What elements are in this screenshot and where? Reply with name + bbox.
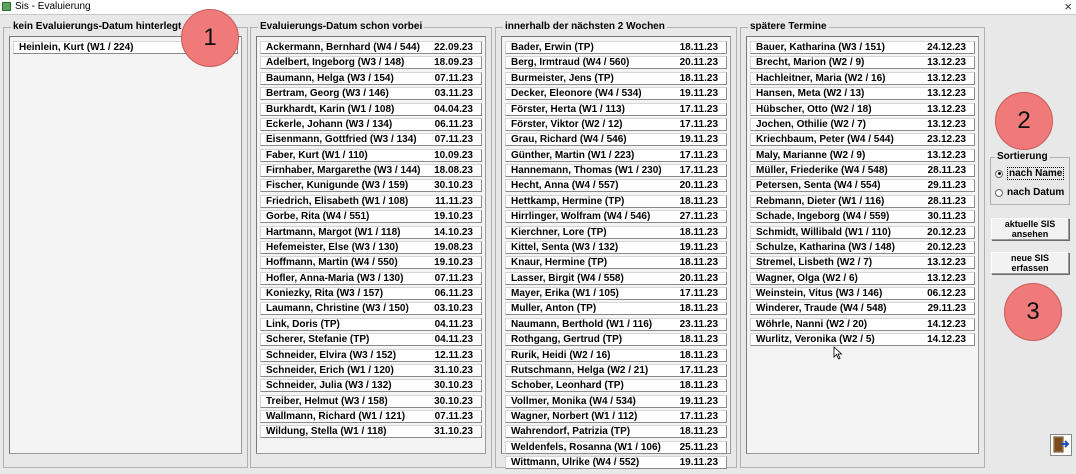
resident-name: Eisenmann, Gottfried (W3 / 134) xyxy=(266,134,417,146)
resident-name: Bauer, Katharina (W3 / 151) xyxy=(756,42,885,53)
evaluation-date: 18.11.23 xyxy=(679,303,718,315)
group-later xyxy=(740,21,985,468)
evaluation-date: 19.11.23 xyxy=(679,134,718,146)
evaluation-date: 17.11.23 xyxy=(679,103,718,115)
evaluation-date: 13.12.23 xyxy=(927,72,966,84)
resident-name: Wildung, Stella (W1 / 118) xyxy=(266,426,387,438)
evaluation-date: 18.09.23 xyxy=(434,57,473,69)
mouse-cursor-icon xyxy=(833,346,843,360)
evaluation-date: 04.11.23 xyxy=(434,318,473,330)
list-item[interactable] xyxy=(505,302,727,315)
list-item[interactable] xyxy=(260,302,482,315)
resident-name: Link, Doris (TP) xyxy=(266,318,340,330)
resident-name: Wagner, Norbert (W1 / 112) xyxy=(511,411,638,422)
evaluation-date: 14.10.23 xyxy=(434,226,473,238)
list-item[interactable] xyxy=(260,379,482,392)
resident-name: Burmeister, Jens (TP) xyxy=(511,72,614,84)
resident-name: Kittel, Senta (W3 / 132) xyxy=(511,241,619,253)
evaluation-date: 03.11.23 xyxy=(434,88,473,100)
list-item[interactable] xyxy=(505,103,727,116)
app-icon xyxy=(2,2,11,11)
resident-name: Wagner, Olga (W2 / 6) xyxy=(756,272,858,284)
evaluation-date: 20.12.23 xyxy=(927,241,966,253)
resident-name: Rebmann, Dieter (W1 / 116) xyxy=(756,195,885,207)
resident-name: Hansen, Meta (W2 / 13) xyxy=(756,88,865,100)
evaluation-date: 13.12.23 xyxy=(927,257,966,269)
evaluation-date: 11.11.23 xyxy=(435,195,473,207)
resident-name: Winderer, Traude (W4 / 548) xyxy=(756,303,887,315)
resident-name: Rurik, Heidi (W2 / 16) xyxy=(511,349,611,361)
list-item[interactable] xyxy=(505,287,727,300)
resident-name: Muller, Anton (TP) xyxy=(511,303,597,315)
list-item[interactable] xyxy=(260,287,482,300)
list-item[interactable] xyxy=(260,164,482,177)
group-label: innerhalb der nächsten 2 Wochen xyxy=(505,21,665,32)
list-item[interactable] xyxy=(505,272,727,285)
group-label: Evaluierungs-Datum schon vorbei xyxy=(260,21,423,32)
list-item[interactable] xyxy=(260,333,482,346)
evaluation-date: 18.11.23 xyxy=(679,257,718,269)
evaluation-date: 19.11.23 xyxy=(679,457,718,469)
evaluation-date: 04.04.23 xyxy=(434,103,473,115)
list-item[interactable] xyxy=(750,118,975,131)
annotation-marker-3: 3 xyxy=(1004,283,1062,341)
evaluation-date: 07.11.23 xyxy=(434,72,473,84)
resident-name: Lasser, Birgit (W4 / 558) xyxy=(511,272,624,284)
list-item[interactable] xyxy=(260,118,482,131)
list-item[interactable] xyxy=(505,256,727,269)
list-item[interactable] xyxy=(505,395,727,408)
resident-name: Laumann, Christine (W3 / 150) xyxy=(266,303,409,315)
evaluation-date: 19.11.23 xyxy=(679,241,718,253)
list-item[interactable] xyxy=(750,333,975,346)
evaluation-date: 19.10.23 xyxy=(434,211,473,223)
list-item[interactable] xyxy=(260,72,482,85)
evaluation-date: 03.10.23 xyxy=(434,303,473,315)
list-item[interactable] xyxy=(505,379,727,392)
list-item[interactable] xyxy=(505,318,727,331)
list-item[interactable] xyxy=(260,425,482,438)
resident-name: Schneider, Erich (W1 / 120) xyxy=(266,364,394,376)
evaluation-date: 31.10.23 xyxy=(434,364,473,376)
evaluation-date: 20.11.23 xyxy=(679,57,718,69)
resident-name: Wahrendorf, Patrizia (TP) xyxy=(511,426,631,438)
list-item[interactable] xyxy=(260,103,482,116)
resident-name: Koniezky, Rita (W3 / 157) xyxy=(266,288,384,299)
evaluation-date: 31.10.23 xyxy=(434,426,473,438)
group-overdue xyxy=(250,21,492,468)
resident-name: Wöhrle, Nanni (W2 / 20) xyxy=(756,318,868,330)
group-label: kein Evaluierungs-Datum hinterlegt xyxy=(13,21,182,32)
list-item[interactable] xyxy=(505,72,727,85)
resident-name: Firnhaber, Margarethe (W3 / 144) xyxy=(266,165,421,176)
list-item[interactable] xyxy=(750,133,975,146)
list-item[interactable] xyxy=(750,56,975,69)
annotation-marker-2: 2 xyxy=(995,92,1053,150)
list-item[interactable] xyxy=(505,410,727,423)
resident-name: Schober, Leonhard (TP) xyxy=(511,380,624,392)
list-item[interactable] xyxy=(260,195,482,208)
resident-name: Bertram, Georg (W3 / 146) xyxy=(266,88,389,100)
resident-name: Förster, Viktor (W2 / 12) xyxy=(511,118,623,130)
evaluation-date: 23.12.23 xyxy=(927,134,966,146)
list-no-date[interactable] xyxy=(9,36,242,454)
evaluation-date: 18.11.23 xyxy=(679,72,718,84)
evaluation-date: 19.10.23 xyxy=(434,257,473,269)
resident-name: Friedrich, Elisabeth (W1 / 108) xyxy=(266,195,409,207)
list-item[interactable] xyxy=(260,395,482,408)
resident-name: Hübscher, Otto (W2 / 18) xyxy=(756,103,872,115)
exit-door-icon xyxy=(1051,435,1071,455)
group-label: spätere Termine xyxy=(750,21,827,32)
list-item[interactable] xyxy=(505,164,727,177)
resident-name: Mayer, Erika (W1 / 105) xyxy=(511,288,619,299)
list-item[interactable] xyxy=(750,149,975,162)
list-item[interactable] xyxy=(505,195,727,208)
evaluation-date: 22.09.23 xyxy=(434,42,473,53)
resident-name: Hachleitner, Maria (W2 / 16) xyxy=(756,72,886,84)
list-item[interactable] xyxy=(505,333,727,346)
window-title: Sis - Evaluierung xyxy=(15,1,91,12)
list-item[interactable] xyxy=(505,87,727,100)
resident-name: Scherer, Stefanie (TP) xyxy=(266,334,370,346)
list-item[interactable] xyxy=(750,87,975,100)
evaluation-date: 18.11.23 xyxy=(679,380,718,392)
resident-name: Jochen, Othilie (W2 / 7) xyxy=(756,118,867,130)
list-item[interactable] xyxy=(505,425,727,438)
evaluation-date: 29.11.23 xyxy=(927,303,966,315)
list-item[interactable] xyxy=(750,210,975,223)
evaluation-date: 27.11.23 xyxy=(679,211,718,223)
evaluation-date: 17.11.23 xyxy=(679,411,718,422)
view-current-sis-button[interactable]: aktuelle SIS ansehen xyxy=(991,218,1069,240)
list-overdue[interactable] xyxy=(256,36,486,454)
evaluation-date: 06.11.23 xyxy=(434,288,473,299)
resident-name: Eckerle, Johann (W3 / 134) xyxy=(266,118,393,130)
list-later[interactable] xyxy=(746,36,979,454)
evaluation-date: 17.11.23 xyxy=(679,165,718,176)
evaluation-date: 29.11.23 xyxy=(927,180,966,192)
evaluation-date: 13.12.23 xyxy=(927,88,966,100)
list-item[interactable] xyxy=(505,149,727,162)
list-item[interactable] xyxy=(750,179,975,192)
list-item[interactable] xyxy=(750,272,975,285)
sort-label: Sortierung xyxy=(997,151,1048,162)
resident-name: Brecht, Marion (W2 / 9) xyxy=(756,57,865,69)
list-item[interactable] xyxy=(505,179,727,192)
list-item[interactable] xyxy=(505,210,727,223)
resident-name: Stremel, Lisbeth (W2 / 7) xyxy=(756,257,873,269)
evaluation-date: 13.12.23 xyxy=(927,272,966,284)
evaluation-date: 19.08.23 xyxy=(434,241,473,253)
evaluation-date: 06.11.23 xyxy=(434,118,473,130)
list-item[interactable] xyxy=(750,195,975,208)
resident-name: Wurlitz, Veronika (W2 / 5) xyxy=(756,334,875,346)
sort-by-name-option[interactable] xyxy=(995,167,1064,180)
evaluation-date: 12.11.23 xyxy=(434,349,473,361)
resident-name: Grau, Richard (W4 / 546) xyxy=(511,134,627,146)
list-item[interactable] xyxy=(260,241,482,254)
evaluation-date: 20.12.23 xyxy=(927,226,966,238)
list-item[interactable] xyxy=(750,226,975,239)
evaluation-date: 30.11.23 xyxy=(927,211,966,223)
new-sis-button[interactable]: neue SIS erfassen xyxy=(991,252,1069,274)
list-next-two-weeks[interactable] xyxy=(501,36,731,469)
evaluation-date: 18.11.23 xyxy=(679,426,718,438)
resident-name: Hettkamp, Hermine (TP) xyxy=(511,195,625,207)
evaluation-date: 04.11.23 xyxy=(434,334,473,346)
resident-name: Wittmann, Ulrike (W4 / 552) xyxy=(511,457,640,469)
resident-name: Schade, Ingeborg (W4 / 559) xyxy=(756,211,890,223)
evaluation-date: 20.11.23 xyxy=(679,180,718,192)
resident-name: Weldenfels, Rosanna (W1 / 106) xyxy=(511,441,661,453)
list-item[interactable] xyxy=(505,241,727,254)
evaluation-date: 19.11.23 xyxy=(679,88,718,100)
evaluation-date: 10.09.23 xyxy=(434,149,473,161)
resident-name: Müller, Friederike (W4 / 548) xyxy=(756,165,888,176)
resident-name: Hirrlinger, Wolfram (W4 / 546) xyxy=(511,211,651,223)
evaluation-date: 18.11.23 xyxy=(679,226,718,238)
resident-name: Knaur, Hermine (TP) xyxy=(511,257,608,269)
resident-name: Berg, Irmtraud (W4 / 560) xyxy=(511,57,630,69)
resident-name: Schneider, Julia (W3 / 132) xyxy=(266,380,392,392)
resident-name: Hecht, Anna (W4 / 557) xyxy=(511,180,619,192)
evaluation-date: 13.12.23 xyxy=(927,103,966,115)
evaluation-date: 23.11.23 xyxy=(679,318,718,330)
resident-name: Schneider, Elvira (W3 / 152) xyxy=(266,349,397,361)
resident-name: Maly, Marianne (W2 / 9) xyxy=(756,149,866,161)
resident-name: Günther, Martin (W1 / 223) xyxy=(511,149,635,161)
list-item[interactable] xyxy=(505,56,727,69)
evaluation-date: 06.12.23 xyxy=(927,288,966,299)
resident-name: Kriechbaum, Peter (W4 / 544) xyxy=(756,134,894,146)
resident-name: Schulze, Katharina (W3 / 148) xyxy=(756,241,895,253)
resident-name: Heinlein, Kurt (W1 / 224) xyxy=(19,42,134,53)
evaluation-date: 28.11.23 xyxy=(927,165,966,176)
list-item[interactable] xyxy=(260,364,482,377)
resident-name: Hoffmann, Martin (W4 / 550) xyxy=(266,257,398,269)
close-button[interactable]: × xyxy=(1064,0,1072,14)
list-item[interactable] xyxy=(750,287,975,300)
resident-name: Hofler, Anna-Maria (W3 / 130) xyxy=(266,272,404,284)
evaluation-date: 13.12.23 xyxy=(927,57,966,69)
sort-by-name-label: nach Name xyxy=(1009,168,1063,179)
resident-name: Rothgang, Gertrud (TP) xyxy=(511,334,623,346)
evaluation-date: 18.11.23 xyxy=(679,334,718,346)
list-item[interactable] xyxy=(505,226,727,239)
list-item[interactable] xyxy=(260,349,482,362)
sort-by-date-label: nach Datum xyxy=(1007,187,1065,198)
evaluation-date: 20.11.23 xyxy=(679,272,718,284)
sort-by-date-option[interactable] xyxy=(995,187,1064,198)
resident-name: Förster, Herta (W1 / 113) xyxy=(511,103,625,115)
resident-name: Vollmer, Monika (W4 / 534) xyxy=(511,395,636,407)
group-no-date xyxy=(3,21,248,468)
resident-name: Hannemann, Thomas (W1 / 230) xyxy=(511,165,662,176)
list-item[interactable] xyxy=(750,72,975,85)
resident-name: Treiber, Helmut (W3 / 158) xyxy=(266,395,388,407)
list-item[interactable] xyxy=(750,103,975,116)
list-item[interactable] xyxy=(260,210,482,223)
list-item[interactable] xyxy=(750,256,975,269)
radio-selected-icon[interactable] xyxy=(995,170,1003,178)
evaluation-date: 30.10.23 xyxy=(434,395,473,407)
evaluation-date: 13.12.23 xyxy=(927,118,966,130)
list-item[interactable] xyxy=(260,318,482,331)
evaluation-date: 19.11.23 xyxy=(679,395,718,407)
evaluation-date: 30.10.23 xyxy=(434,180,473,192)
list-item[interactable] xyxy=(260,256,482,269)
title-bar xyxy=(0,0,1076,15)
evaluation-date: 13.12.23 xyxy=(927,149,966,161)
resident-name: Petersen, Senta (W4 / 554) xyxy=(756,180,881,192)
resident-name: Naumann, Berthold (W1 / 116) xyxy=(511,318,653,330)
list-item[interactable] xyxy=(505,133,727,146)
annotation-marker-1: 1 xyxy=(181,9,239,67)
resident-name: Bader, Erwin (TP) xyxy=(511,42,594,53)
resident-name: Baumann, Helga (W3 / 154) xyxy=(266,72,394,84)
evaluation-date: 17.11.23 xyxy=(679,149,718,161)
evaluation-date: 25.11.23 xyxy=(679,441,718,453)
evaluation-date: 24.12.23 xyxy=(927,42,966,53)
list-item[interactable] xyxy=(260,87,482,100)
list-item[interactable] xyxy=(260,41,482,54)
list-item[interactable] xyxy=(750,241,975,254)
list-item[interactable] xyxy=(750,41,975,54)
resident-name: Ackermann, Bernhard (W4 / 544) xyxy=(266,42,420,53)
resident-name: Burkhardt, Karin (W1 / 108) xyxy=(266,103,395,115)
resident-name: Weinstein, Vitus (W3 / 146) xyxy=(756,288,883,299)
resident-name: Adelbert, Ingeborg (W3 / 148) xyxy=(266,57,405,69)
evaluation-date: 18.11.23 xyxy=(679,42,718,53)
evaluation-date: 07.11.23 xyxy=(434,134,473,146)
list-item[interactable] xyxy=(260,410,482,423)
evaluation-date: 17.11.23 xyxy=(679,118,718,130)
list-item[interactable] xyxy=(505,441,727,454)
resident-name: Rutschmann, Helga (W2 / 21) xyxy=(511,364,649,376)
list-item[interactable] xyxy=(260,133,482,146)
resident-name: Fischer, Kunigunde (W3 / 159) xyxy=(266,180,409,192)
resident-name: Decker, Eleonore (W4 / 534) xyxy=(511,88,642,100)
group-next-two-weeks xyxy=(495,21,737,469)
resident-name: Faber, Kurt (W1 / 110) xyxy=(266,149,368,161)
list-item[interactable] xyxy=(505,364,727,377)
list-item[interactable] xyxy=(750,318,975,331)
evaluation-date: 07.11.23 xyxy=(434,411,473,422)
exit-button[interactable] xyxy=(1050,434,1072,456)
evaluation-date: 17.11.23 xyxy=(679,288,718,299)
evaluation-date: 28.11.23 xyxy=(927,195,966,207)
radio-unselected-icon[interactable] xyxy=(995,189,1003,197)
list-item[interactable] xyxy=(260,56,482,69)
list-item[interactable] xyxy=(505,118,727,131)
evaluation-date: 18.11.23 xyxy=(679,349,718,361)
resident-name: Gorbe, Rita (W4 / 551) xyxy=(266,211,370,223)
resident-name: Kierchner, Lore (TP) xyxy=(511,226,607,238)
list-item[interactable] xyxy=(260,149,482,162)
evaluation-date: 07.11.23 xyxy=(434,272,473,284)
evaluation-date: 17.11.23 xyxy=(679,364,718,376)
list-item[interactable] xyxy=(750,302,975,315)
evaluation-date: 18.11.23 xyxy=(679,195,718,207)
evaluation-date: 14.12.23 xyxy=(927,334,966,346)
list-item[interactable] xyxy=(260,179,482,192)
resident-name: Wallmann, Richard (W1 / 121) xyxy=(266,411,406,422)
list-item[interactable] xyxy=(260,272,482,285)
list-item[interactable] xyxy=(505,349,727,362)
list-item[interactable] xyxy=(260,226,482,239)
list-item[interactable] xyxy=(505,41,727,54)
resident-name: Hartmann, Margot (W1 / 118) xyxy=(266,226,401,238)
list-item[interactable] xyxy=(505,456,727,469)
evaluation-date: 18.08.23 xyxy=(434,165,473,176)
resident-name: Schmidt, Willibald (W1 / 110) xyxy=(756,226,891,238)
evaluation-date: 14.12.23 xyxy=(927,318,966,330)
evaluation-date: 30.10.23 xyxy=(434,380,473,392)
sort-group xyxy=(990,151,1070,205)
list-item[interactable] xyxy=(750,164,975,177)
resident-name: Hefemeister, Else (W3 / 130) xyxy=(266,241,399,253)
